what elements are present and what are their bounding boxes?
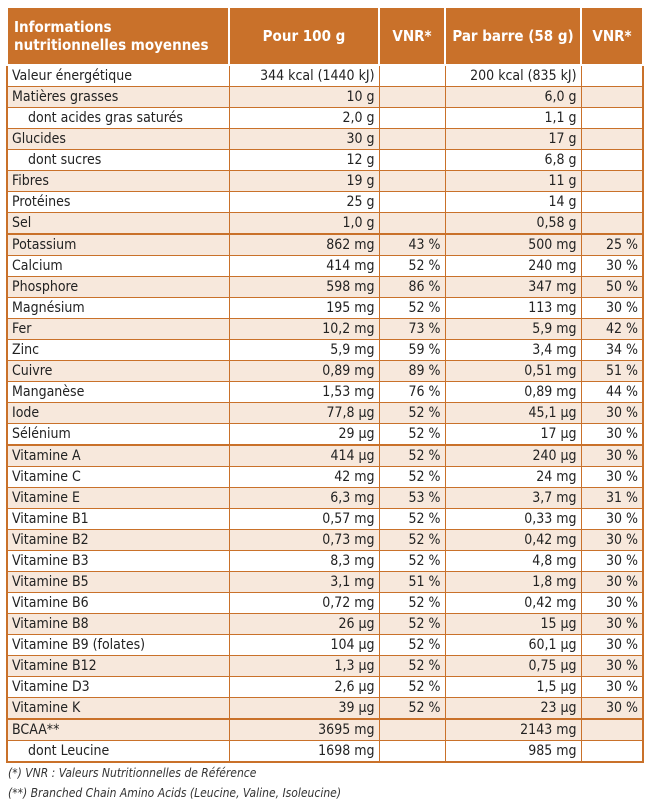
table-row: [7, 467, 643, 488]
vnr-per-bar: [581, 108, 643, 129]
value-per-100g: 3,1 mg: [229, 572, 379, 593]
nutrient-label: Calcium: [7, 256, 229, 277]
value-per-bar: 1,5 µg: [445, 677, 581, 698]
table-row: [7, 382, 643, 403]
vnr-per-bar: 30 %: [581, 509, 643, 530]
nutrient-label: dont sucres: [7, 150, 229, 171]
value-per-100g: 10 g: [229, 87, 379, 108]
value-per-100g: 1,53 mg: [229, 382, 379, 403]
nutrient-label: Matières grasses: [7, 87, 229, 108]
table-row: [7, 150, 643, 171]
vnr-per-bar: [581, 87, 643, 108]
vnr-per-bar: 30 %: [581, 403, 643, 424]
vnr-per-bar: 30 %: [581, 467, 643, 488]
value-per-bar: 4,8 mg: [445, 551, 581, 572]
vnr-per-100g: [379, 65, 445, 87]
table-row: [7, 614, 643, 635]
nutrient-label: Fibres: [7, 171, 229, 192]
header-vnr-bar: VNR*: [581, 7, 643, 65]
footnote-bcaa: (**) Branched Chain Amino Acids (Leucine, Valine, Isoleucine): [8, 786, 342, 800]
value-per-bar: 45,1 µg: [445, 403, 581, 424]
vnr-per-100g: 73 %: [379, 319, 445, 340]
value-per-100g: 29 µg: [229, 424, 379, 446]
vnr-per-100g: 52 %: [379, 445, 445, 467]
vnr-per-bar: 30 %: [581, 424, 643, 446]
vnr-per-bar: [581, 192, 643, 213]
value-per-100g: 0,73 mg: [229, 530, 379, 551]
value-per-bar: 5,9 mg: [445, 319, 581, 340]
vnr-per-100g: 76 %: [379, 382, 445, 403]
vnr-per-bar: [581, 150, 643, 171]
vnr-per-100g: [379, 192, 445, 213]
nutrient-label: Protéines: [7, 192, 229, 213]
header-per-bar: Par barre (58 g): [445, 7, 581, 65]
vnr-per-bar: 30 %: [581, 635, 643, 656]
value-per-bar: 17 µg: [445, 424, 581, 446]
vnr-per-100g: 52 %: [379, 256, 445, 277]
vnr-per-100g: [379, 150, 445, 171]
table-row: [7, 572, 643, 593]
nutrient-label: Sélénium: [7, 424, 229, 446]
vnr-per-100g: 52 %: [379, 698, 445, 720]
table-row: [7, 741, 643, 763]
table-row: [7, 677, 643, 698]
value-per-bar: 200 kcal (835 kJ): [445, 65, 581, 87]
table-row: [7, 593, 643, 614]
table-row: [7, 551, 643, 572]
table-row: [7, 445, 643, 467]
value-per-bar: 17 g: [445, 129, 581, 150]
vnr-per-100g: [379, 741, 445, 763]
vnr-per-100g: [379, 213, 445, 235]
value-per-100g: 344 kcal (1440 kJ): [229, 65, 379, 87]
vnr-per-bar: 30 %: [581, 572, 643, 593]
value-per-bar: 985 mg: [445, 741, 581, 763]
nutrient-label: Sel: [7, 213, 229, 235]
table-row: [7, 319, 643, 340]
value-per-bar: 500 mg: [445, 234, 581, 256]
vnr-per-bar: 25 %: [581, 234, 643, 256]
value-per-100g: 3695 mg: [229, 719, 379, 741]
table-row: [7, 256, 643, 277]
value-per-100g: 0,72 mg: [229, 593, 379, 614]
value-per-100g: 25 g: [229, 192, 379, 213]
nutrient-label: BCAA**: [7, 719, 229, 741]
vnr-per-100g: 52 %: [379, 403, 445, 424]
table-header-row: [7, 7, 643, 65]
vnr-per-100g: 52 %: [379, 677, 445, 698]
table-row: [7, 656, 643, 677]
value-per-bar: 2143 mg: [445, 719, 581, 741]
vnr-per-100g: 52 %: [379, 656, 445, 677]
nutrient-label: Vitamine K: [7, 698, 229, 720]
table-row: [7, 361, 643, 382]
nutrient-label: Vitamine A: [7, 445, 229, 467]
value-per-100g: 19 g: [229, 171, 379, 192]
table-row: [7, 129, 643, 150]
vnr-per-bar: [581, 129, 643, 150]
value-per-bar: 0,42 mg: [445, 530, 581, 551]
vnr-per-100g: 52 %: [379, 614, 445, 635]
table-row: [7, 424, 643, 446]
table-row: [7, 171, 643, 192]
nutrient-label: Vitamine C: [7, 467, 229, 488]
table-row: [7, 277, 643, 298]
table-row: [7, 635, 643, 656]
vnr-per-100g: 86 %: [379, 277, 445, 298]
value-per-100g: 12 g: [229, 150, 379, 171]
nutrient-label: Vitamine B8: [7, 614, 229, 635]
header-per-100g: Pour 100 g: [229, 7, 379, 65]
nutrient-label: Iode: [7, 403, 229, 424]
value-per-bar: 60,1 µg: [445, 635, 581, 656]
value-per-100g: 10,2 mg: [229, 319, 379, 340]
value-per-bar: 240 mg: [445, 256, 581, 277]
table-row: [7, 488, 643, 509]
value-per-100g: 598 mg: [229, 277, 379, 298]
nutrient-label: Vitamine B9 (folates): [7, 635, 229, 656]
nutrition-panel: [6, 6, 642, 803]
vnr-per-bar: [581, 213, 643, 235]
value-per-100g: 414 mg: [229, 256, 379, 277]
value-per-100g: 77,8 µg: [229, 403, 379, 424]
vnr-per-bar: 30 %: [581, 677, 643, 698]
table-row: [7, 234, 643, 256]
vnr-per-bar: 30 %: [581, 593, 643, 614]
vnr-per-100g: 52 %: [379, 509, 445, 530]
value-per-100g: 39 µg: [229, 698, 379, 720]
table-row: [7, 87, 643, 108]
vnr-per-100g: 52 %: [379, 298, 445, 319]
vnr-per-100g: [379, 171, 445, 192]
value-per-bar: 0,75 µg: [445, 656, 581, 677]
nutrient-label: Manganèse: [7, 382, 229, 403]
nutrient-label: Vitamine B6: [7, 593, 229, 614]
vnr-per-bar: 30 %: [581, 298, 643, 319]
value-per-bar: 0,58 g: [445, 213, 581, 235]
header-line-2: nutritionnelles moyennes: [14, 36, 209, 54]
value-per-bar: 6,8 g: [445, 150, 581, 171]
vnr-per-bar: 30 %: [581, 551, 643, 572]
value-per-bar: 113 mg: [445, 298, 581, 319]
vnr-per-100g: 52 %: [379, 424, 445, 446]
value-per-100g: 0,89 mg: [229, 361, 379, 382]
vnr-per-100g: 52 %: [379, 635, 445, 656]
table-row: [7, 192, 643, 213]
vnr-per-100g: [379, 129, 445, 150]
table-row: [7, 509, 643, 530]
table-body: [7, 65, 643, 762]
table-row: [7, 340, 643, 361]
vnr-per-bar: [581, 65, 643, 87]
nutrition-table: [6, 6, 644, 763]
value-per-100g: 5,9 mg: [229, 340, 379, 361]
vnr-per-100g: 51 %: [379, 572, 445, 593]
vnr-per-bar: [581, 741, 643, 763]
vnr-per-100g: 52 %: [379, 467, 445, 488]
table-row: [7, 719, 643, 741]
table-row: [7, 108, 643, 129]
nutrient-label: Potassium: [7, 234, 229, 256]
value-per-bar: 14 g: [445, 192, 581, 213]
value-per-100g: 1,0 g: [229, 213, 379, 235]
value-per-bar: 0,33 mg: [445, 509, 581, 530]
nutrient-label: Vitamine B3: [7, 551, 229, 572]
value-per-100g: 2,6 µg: [229, 677, 379, 698]
nutrient-label: dont acides gras saturés: [7, 108, 229, 129]
vnr-per-100g: 53 %: [379, 488, 445, 509]
vnr-per-bar: 34 %: [581, 340, 643, 361]
nutrient-label: Zinc: [7, 340, 229, 361]
value-per-100g: 414 µg: [229, 445, 379, 467]
value-per-bar: 1,8 mg: [445, 572, 581, 593]
value-per-bar: 240 µg: [445, 445, 581, 467]
nutrient-label: Vitamine B5: [7, 572, 229, 593]
value-per-100g: 2,0 g: [229, 108, 379, 129]
value-per-100g: 1,3 µg: [229, 656, 379, 677]
nutrient-label: Magnésium: [7, 298, 229, 319]
header-nutrition-info: [7, 7, 229, 65]
vnr-per-bar: 51 %: [581, 361, 643, 382]
value-per-bar: 23 µg: [445, 698, 581, 720]
table-row: [7, 298, 643, 319]
value-per-bar: 3,7 mg: [445, 488, 581, 509]
nutrient-label: Vitamine D3: [7, 677, 229, 698]
vnr-per-100g: 52 %: [379, 530, 445, 551]
vnr-per-bar: 31 %: [581, 488, 643, 509]
value-per-bar: 347 mg: [445, 277, 581, 298]
vnr-per-100g: 52 %: [379, 551, 445, 572]
value-per-100g: 0,57 mg: [229, 509, 379, 530]
vnr-per-bar: 30 %: [581, 698, 643, 720]
nutrient-label: Vitamine B2: [7, 530, 229, 551]
header-vnr-100g: VNR*: [379, 7, 445, 65]
value-per-bar: 0,89 mg: [445, 382, 581, 403]
vnr-per-bar: 50 %: [581, 277, 643, 298]
nutrient-label: Vitamine B12: [7, 656, 229, 677]
value-per-100g: 30 g: [229, 129, 379, 150]
vnr-per-100g: [379, 719, 445, 741]
nutrient-label: Cuivre: [7, 361, 229, 382]
value-per-bar: 6,0 g: [445, 87, 581, 108]
vnr-per-bar: 30 %: [581, 530, 643, 551]
value-per-100g: 195 mg: [229, 298, 379, 319]
value-per-100g: 42 mg: [229, 467, 379, 488]
value-per-100g: 862 mg: [229, 234, 379, 256]
header-line-1: Informations: [14, 18, 112, 36]
table-row: [7, 698, 643, 720]
nutrient-label: Vitamine E: [7, 488, 229, 509]
value-per-bar: 3,4 mg: [445, 340, 581, 361]
nutrient-label: Valeur énergétique: [7, 65, 229, 87]
nutrient-label: Phosphore: [7, 277, 229, 298]
vnr-per-100g: 43 %: [379, 234, 445, 256]
nutrient-label: Glucides: [7, 129, 229, 150]
nutrient-label: Fer: [7, 319, 229, 340]
table-row: [7, 530, 643, 551]
value-per-100g: 1698 mg: [229, 741, 379, 763]
nutrient-label: Vitamine B1: [7, 509, 229, 530]
vnr-per-100g: 89 %: [379, 361, 445, 382]
vnr-per-100g: [379, 87, 445, 108]
vnr-per-bar: 30 %: [581, 614, 643, 635]
vnr-per-100g: 59 %: [379, 340, 445, 361]
value-per-bar: 0,51 mg: [445, 361, 581, 382]
vnr-per-bar: 30 %: [581, 256, 643, 277]
vnr-per-bar: 30 %: [581, 445, 643, 467]
table-row: [7, 213, 643, 235]
vnr-per-100g: 52 %: [379, 593, 445, 614]
nutrient-label: dont Leucine: [7, 741, 229, 763]
value-per-bar: 15 µg: [445, 614, 581, 635]
value-per-100g: 8,3 mg: [229, 551, 379, 572]
value-per-100g: 104 µg: [229, 635, 379, 656]
table-row: [7, 403, 643, 424]
value-per-100g: 26 µg: [229, 614, 379, 635]
value-per-bar: 24 mg: [445, 467, 581, 488]
footnote-vnr: (*) VNR : Valeurs Nutritionnelles de Référence: [8, 766, 257, 780]
vnr-per-bar: 44 %: [581, 382, 643, 403]
vnr-per-bar: [581, 719, 643, 741]
value-per-bar: 0,42 mg: [445, 593, 581, 614]
value-per-100g: 6,3 mg: [229, 488, 379, 509]
vnr-per-bar: [581, 171, 643, 192]
vnr-per-bar: 30 %: [581, 656, 643, 677]
vnr-per-bar: 42 %: [581, 319, 643, 340]
value-per-bar: 1,1 g: [445, 108, 581, 129]
vnr-per-100g: [379, 108, 445, 129]
value-per-bar: 11 g: [445, 171, 581, 192]
table-row: [7, 65, 643, 87]
